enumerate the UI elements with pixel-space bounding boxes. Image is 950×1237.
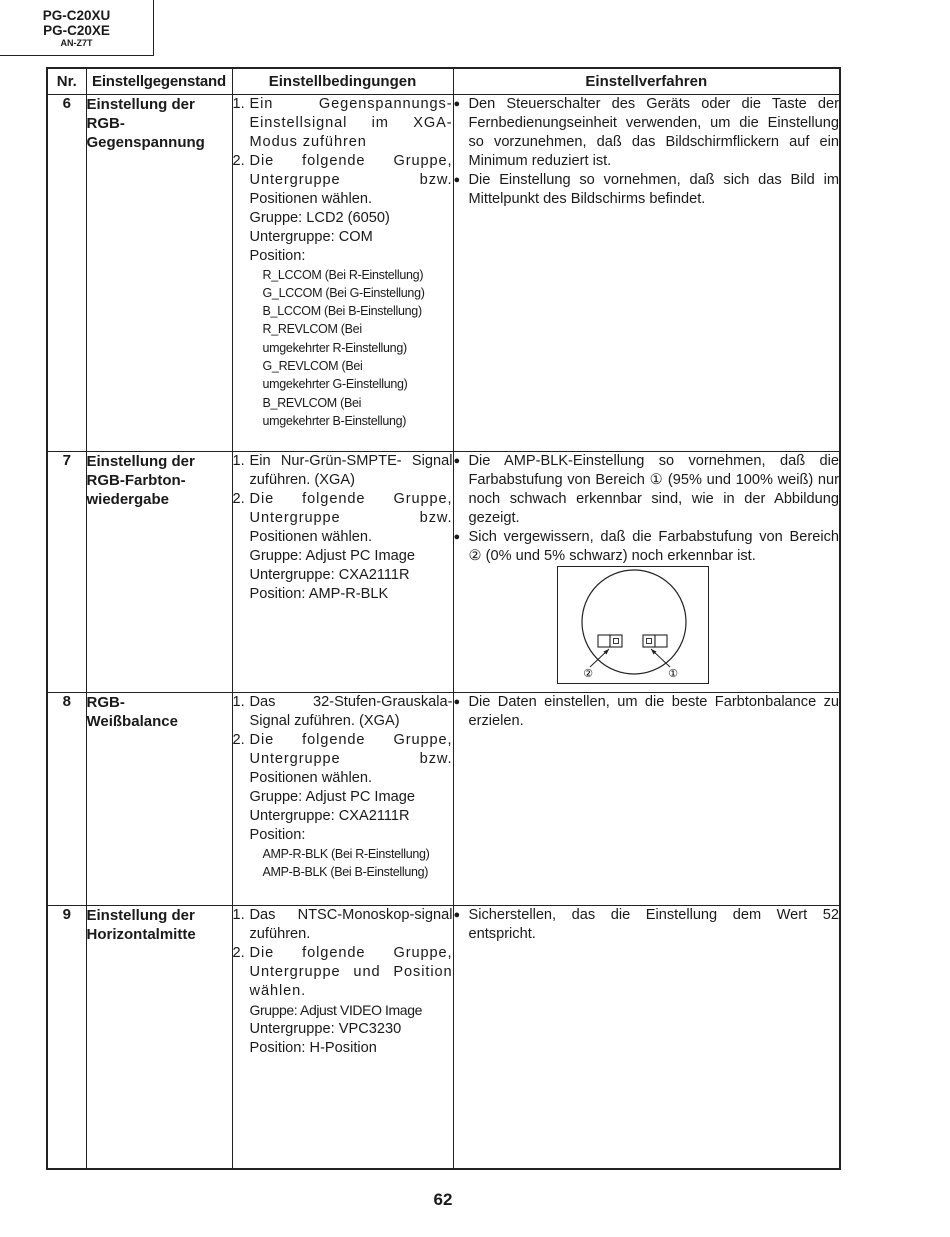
model-label-box	[0, 0, 154, 56]
model-name-1: PG-C20XU	[42, 8, 111, 23]
procedure-bullet: ● Die AMP-BLK-Einstellung so vornehmen, daß die Farbabstufung von Bereich ① (95% und 100% weiß) nur noch schwach erkennbar sind, wie in der Abbildung gezeigt.	[453, 452, 839, 526]
subject-line: Einstellung der	[86, 95, 195, 113]
row-subject	[86, 905, 232, 1169]
condition-step-1: 1. Ein Nur-Grün-SMPTE- Signal zuführen. (XGA)	[232, 452, 453, 488]
row-conditions	[232, 94, 453, 451]
procedure-bullet: ● Sich vergewissern, daß die Farbabstufung von Bereich ② (0% und 5% schwarz) noch erkennbar ist.	[453, 528, 839, 564]
position-list: R_LCCOM (Bei R-Einstellung) G_LCCOM (Bei G-Einstellung) B_LCCOM (Bei B-Einstellung) R_REVLCOM (Bei umgekehrter R-Einstellung) G_REVLCOM (Bei umgekehrter G-Einstellung) B_REVLCOM (Bei umgekehrter B-Einstellung)	[262, 267, 425, 428]
table-row	[47, 905, 840, 1169]
subject-line: Gegenspannung	[86, 133, 205, 151]
procedure-bullet: ● Sicherstellen, das die Einstellung dem Wert 52 entspricht.	[453, 906, 839, 942]
row-number: 9	[47, 905, 86, 1169]
row-number: 8	[47, 692, 86, 905]
screen-circle-figure	[558, 567, 708, 683]
area-2-label: ②	[582, 666, 593, 680]
subject-line: Einstellung der	[86, 906, 195, 924]
row-number: 6	[47, 94, 86, 451]
sub-model-name: AN-Z7T	[60, 38, 93, 48]
header-nr: Nr.	[47, 68, 86, 94]
condition-step-2: 2. Die folgende Gruppe, Untergruppe bzw. Positionen wählen. Gruppe: LCD2 (6050) Untergruppe: COM Position:	[232, 152, 453, 264]
row-conditions	[232, 905, 453, 1169]
table-header-row	[47, 68, 840, 94]
row-conditions	[232, 451, 453, 692]
table-row	[47, 692, 840, 905]
screen-pattern-diagram	[557, 566, 709, 684]
condition-step-2: 2. Die folgende Gruppe, Untergruppe bzw. Positionen wählen. Gruppe: Adjust PC Image Untergruppe: CXA2111R Position: AMP-R-BLK	[232, 490, 453, 602]
header-procedure: Einstellverfahren	[453, 68, 840, 94]
bullet-icon: ●	[453, 530, 461, 543]
row-procedure	[453, 692, 840, 905]
row-subject	[86, 451, 232, 692]
subject-line: RGB-Farbton-	[86, 471, 186, 489]
subject-line: RGB-	[86, 693, 125, 711]
condition-step-1: 1. Das NTSC-Monoskop-signal zuführen.	[232, 906, 453, 942]
row-subject	[86, 94, 232, 451]
area-1-label: ①	[667, 666, 678, 680]
row-procedure	[453, 451, 840, 692]
table-row	[47, 94, 840, 451]
model-name-2: PG-C20XE	[43, 23, 110, 38]
subject-line: Horizontalmitte	[86, 925, 196, 943]
header-subject: Einstellgegenstand	[86, 68, 232, 94]
bullet-icon: ●	[453, 908, 461, 921]
subject-line: Einstellung der	[86, 452, 195, 470]
condition-step-1: 1. Das 32-Stufen-Grauskala-Signal zuführen. (XGA)	[232, 693, 453, 729]
header-conditions: Einstellbedingungen	[232, 68, 453, 94]
procedure-bullet: ● Den Steuerschalter des Geräts oder die Taste der Fernbedienungseinheit verwenden, um die Einstellung so vorzunehmen, daß das Bildschirmflickern auf ein Minimum reduziert ist.	[453, 95, 839, 169]
condition-step-2: 2. Die folgende Gruppe, Untergruppe und Position wählen. Gruppe: Adjust VIDEO Image Untergruppe: VPC3230 Position: H-Position	[232, 944, 453, 1056]
bullet-icon: ●	[453, 173, 461, 186]
condition-step-1: 1. Ein Gegenspannungs-Einstellsignal im XGA-Modus zuführen	[232, 95, 453, 150]
row-subject	[86, 692, 232, 905]
row-number: 7	[47, 451, 86, 692]
subject-line: Weißbalance	[86, 712, 178, 730]
page-number: 62	[433, 1190, 453, 1209]
procedure-bullet: ● Die Daten einstellen, um die beste Farbtonbalance zu erzielen.	[453, 693, 839, 729]
condition-step-2: 2. Die folgende Gruppe, Untergruppe bzw. Positionen wählen. Gruppe: Adjust PC Image Untergruppe: CXA2111R Position:	[232, 731, 453, 843]
bullet-icon: ●	[453, 97, 461, 110]
bullet-icon: ●	[453, 695, 461, 708]
position-list: AMP-R-BLK (Bei R-Einstellung) AMP-B-BLK (Bei B-Einstellung)	[262, 846, 430, 879]
bullet-icon: ●	[453, 454, 461, 467]
row-procedure	[453, 905, 840, 1169]
row-conditions	[232, 692, 453, 905]
row-procedure	[453, 94, 840, 451]
procedure-bullet: ● Die Einstellung so vornehmen, daß sich das Bild im Mittelpunkt des Bildschirms befindet.	[453, 171, 839, 207]
subject-line: RGB-	[86, 114, 125, 132]
subject-line: wiedergabe	[86, 490, 170, 508]
table-row	[47, 451, 840, 692]
adjustment-table	[46, 67, 841, 1170]
